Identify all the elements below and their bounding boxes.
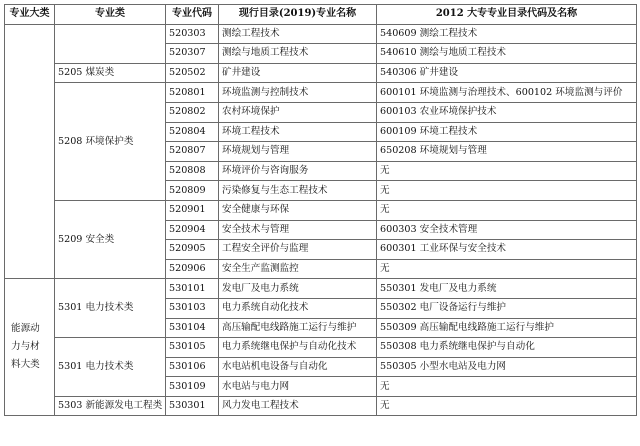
old-code-name-cell: 无 — [377, 181, 637, 201]
old-code-name-cell: 550301 发电厂及电力系统 — [377, 279, 637, 299]
code-cell: 520807 — [166, 142, 219, 162]
old-code-name-cell: 550308 电力系统继电保护与自动化 — [377, 338, 637, 358]
current-name-cell: 安全技术与管理 — [219, 220, 377, 240]
header-code: 专业代码 — [166, 5, 219, 25]
category-cell — [5, 24, 55, 279]
old-code-name-cell: 550305 小型水电站及电力网 — [377, 357, 637, 377]
catalog-body — [5, 24, 637, 416]
class-cell: 5205 煤炭类 — [55, 63, 166, 83]
header-current-name: 现行目录(2019)专业名称 — [219, 5, 377, 25]
code-cell: 520906 — [166, 259, 219, 279]
old-code-name-cell: 600101 环境监测与治理技术、600102 环境监测与评价 — [377, 83, 637, 103]
old-code-name-cell: 无 — [377, 377, 637, 397]
current-name-cell: 安全生产监测监控 — [219, 259, 377, 279]
code-cell: 520307 — [166, 44, 219, 64]
code-cell: 530104 — [166, 318, 219, 338]
table-row — [5, 83, 637, 103]
current-name-cell: 发电厂及电力系统 — [219, 279, 377, 299]
old-code-name-cell: 540609 测绘工程技术 — [377, 24, 637, 44]
code-cell: 520809 — [166, 181, 219, 201]
class-cell — [55, 24, 166, 63]
current-name-cell: 污染修复与生态工程技术 — [219, 181, 377, 201]
old-code-name-cell: 550309 高压输配电线路施工运行与维护 — [377, 318, 637, 338]
code-cell: 520804 — [166, 122, 219, 142]
class-cell: 5303 新能源发电工程类 — [55, 396, 166, 416]
current-name-cell: 环境规划与管理 — [219, 142, 377, 162]
header-old-code-name: 2012 大专专业目录代码及名称 — [377, 5, 637, 25]
current-name-cell: 电力系统自动化技术 — [219, 298, 377, 318]
table-row — [5, 279, 637, 299]
current-name-cell: 水电站机电设备与自动化 — [219, 357, 377, 377]
current-name-cell: 工程安全评价与监理 — [219, 240, 377, 260]
old-code-name-cell: 无 — [377, 259, 637, 279]
old-code-name-cell: 600303 安全技术管理 — [377, 220, 637, 240]
class-cell: 5209 安全类 — [55, 200, 166, 278]
code-cell: 520801 — [166, 83, 219, 103]
current-name-cell: 高压输配电线路施工运行与维护 — [219, 318, 377, 338]
current-name-cell: 安全健康与环保 — [219, 200, 377, 220]
table-row — [5, 396, 637, 416]
code-cell: 530109 — [166, 377, 219, 397]
old-code-name-cell: 无 — [377, 396, 637, 416]
code-cell: 520904 — [166, 220, 219, 240]
old-code-name-cell: 600109 环境工程技术 — [377, 122, 637, 142]
code-cell: 520901 — [166, 200, 219, 220]
old-code-name-cell: 540306 矿井建设 — [377, 63, 637, 83]
current-name-cell: 风力发电工程技术 — [219, 396, 377, 416]
class-cell: 5301 电力技术类 — [55, 279, 166, 338]
class-cell: 5301 电力技术类 — [55, 338, 166, 397]
current-name-cell: 环境监测与控制技术 — [219, 83, 377, 103]
current-name-cell: 电力系统继电保护与自动化技术 — [219, 338, 377, 358]
code-cell: 520502 — [166, 63, 219, 83]
current-name-cell: 农村环境保护 — [219, 102, 377, 122]
old-code-name-cell: 无 — [377, 200, 637, 220]
old-code-name-cell: 650208 环境规划与管理 — [377, 142, 637, 162]
code-cell: 520808 — [166, 161, 219, 181]
old-code-name-cell: 600103 农业环境保护技术 — [377, 102, 637, 122]
code-cell: 530105 — [166, 338, 219, 358]
current-name-cell: 矿井建设 — [219, 63, 377, 83]
header-class: 专业类 — [55, 5, 166, 25]
code-cell: 520303 — [166, 24, 219, 44]
header-category: 专业大类 — [5, 5, 55, 25]
current-name-cell: 环境评价与咨询服务 — [219, 161, 377, 181]
code-cell: 520802 — [166, 102, 219, 122]
old-code-name-cell: 无 — [377, 161, 637, 181]
code-cell: 530101 — [166, 279, 219, 299]
code-cell: 530106 — [166, 357, 219, 377]
code-cell: 520905 — [166, 240, 219, 260]
header-row — [5, 5, 637, 25]
old-code-name-cell: 550302 电厂设备运行与维护 — [377, 298, 637, 318]
class-cell: 5208 环境保护类 — [55, 83, 166, 201]
current-name-cell: 水电站与电力网 — [219, 377, 377, 397]
code-cell: 530103 — [166, 298, 219, 318]
table-row — [5, 200, 637, 220]
table-row — [5, 338, 637, 358]
old-code-name-cell: 600301 工业环保与安全技术 — [377, 240, 637, 260]
current-name-cell: 环境工程技术 — [219, 122, 377, 142]
code-cell: 530301 — [166, 396, 219, 416]
current-name-cell: 测绘与地质工程技术 — [219, 44, 377, 64]
category-cell: 能源动力与材料大类 — [5, 279, 55, 416]
table-row — [5, 63, 637, 83]
table-row — [5, 24, 637, 44]
current-name-cell: 测绘工程技术 — [219, 24, 377, 44]
catalog-table — [4, 4, 637, 416]
old-code-name-cell: 540610 测绘与地质工程技术 — [377, 44, 637, 64]
